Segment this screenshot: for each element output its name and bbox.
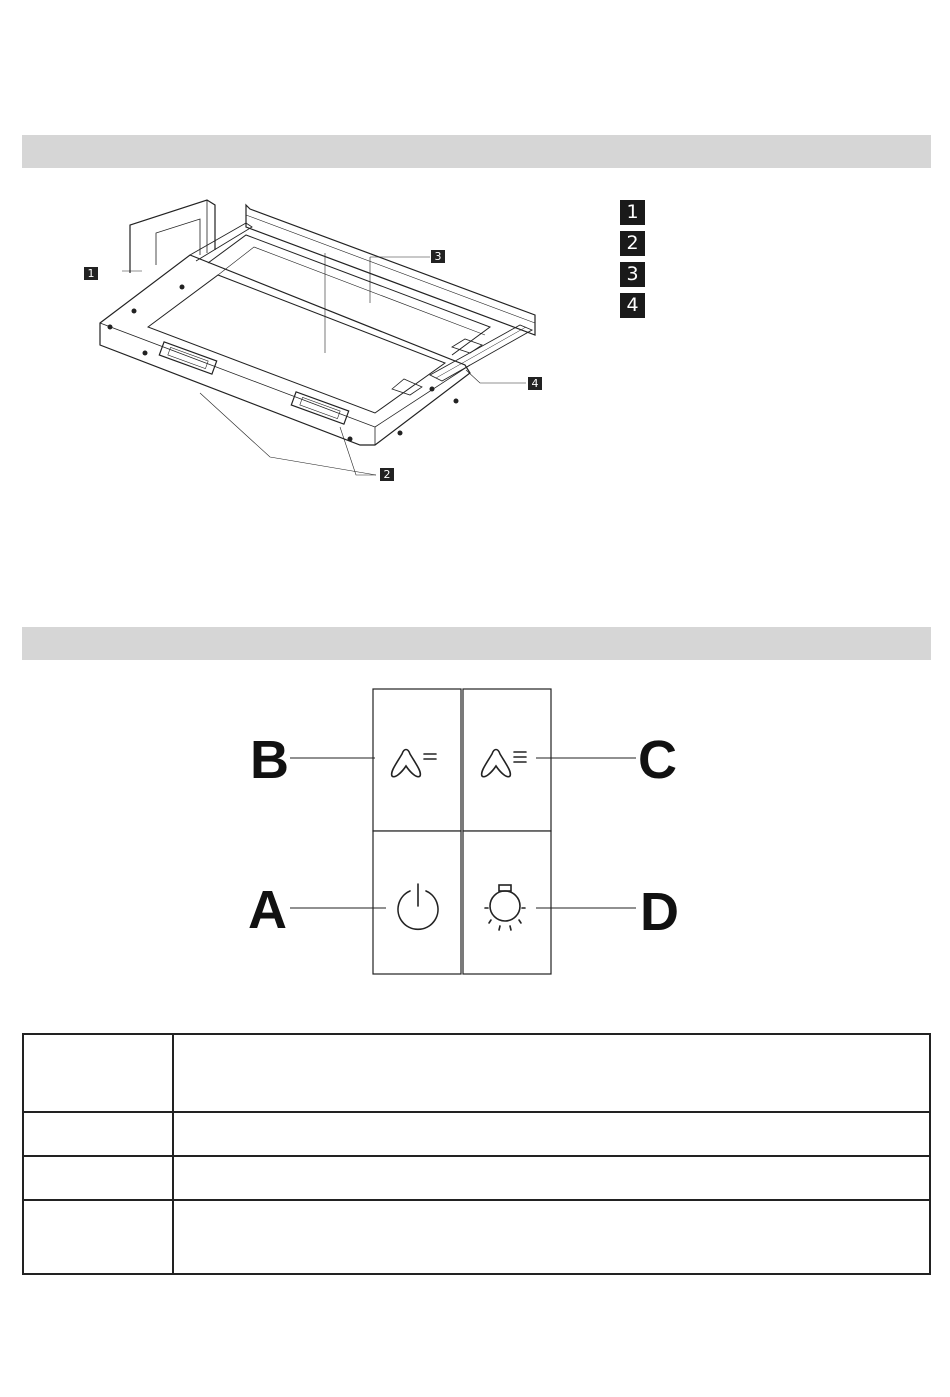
button-b <box>373 689 461 831</box>
table-cell-description <box>173 1200 930 1274</box>
table-cell-description <box>173 1156 930 1200</box>
button-a <box>373 831 461 974</box>
table-cell-key <box>23 1156 173 1200</box>
callout-3: 3 <box>434 250 442 263</box>
label-c: C <box>638 730 677 790</box>
legend-number-4: 4 <box>620 293 645 318</box>
label-b: B <box>250 730 289 790</box>
table-row <box>23 1156 930 1200</box>
legend-number-1: 1 <box>620 200 645 225</box>
label-d: D <box>640 882 679 942</box>
label-a: A <box>248 880 287 940</box>
table-row <box>23 1034 930 1112</box>
section-header-bar-2 <box>22 627 931 660</box>
table-row <box>23 1112 930 1156</box>
callout-4: 4 <box>531 377 539 390</box>
legend-number-2: 2 <box>620 231 645 256</box>
legend-number-3: 3 <box>620 262 645 287</box>
button-c <box>463 689 551 831</box>
table-cell-description <box>173 1112 930 1156</box>
table-row <box>23 1200 930 1274</box>
table-cell-key <box>23 1112 173 1156</box>
callout-1: 1 <box>87 267 95 280</box>
table-cell-description <box>173 1034 930 1112</box>
component-legend <box>620 200 645 324</box>
cooker-hood-illustration <box>70 195 560 495</box>
table-cell-key <box>23 1034 173 1112</box>
button-function-table <box>22 1033 931 1275</box>
button-d <box>463 831 551 974</box>
table-cell-key <box>23 1200 173 1274</box>
control-panel-diagram <box>240 684 700 984</box>
callout-2: 2 <box>383 468 391 481</box>
section-header-bar <box>22 135 931 168</box>
